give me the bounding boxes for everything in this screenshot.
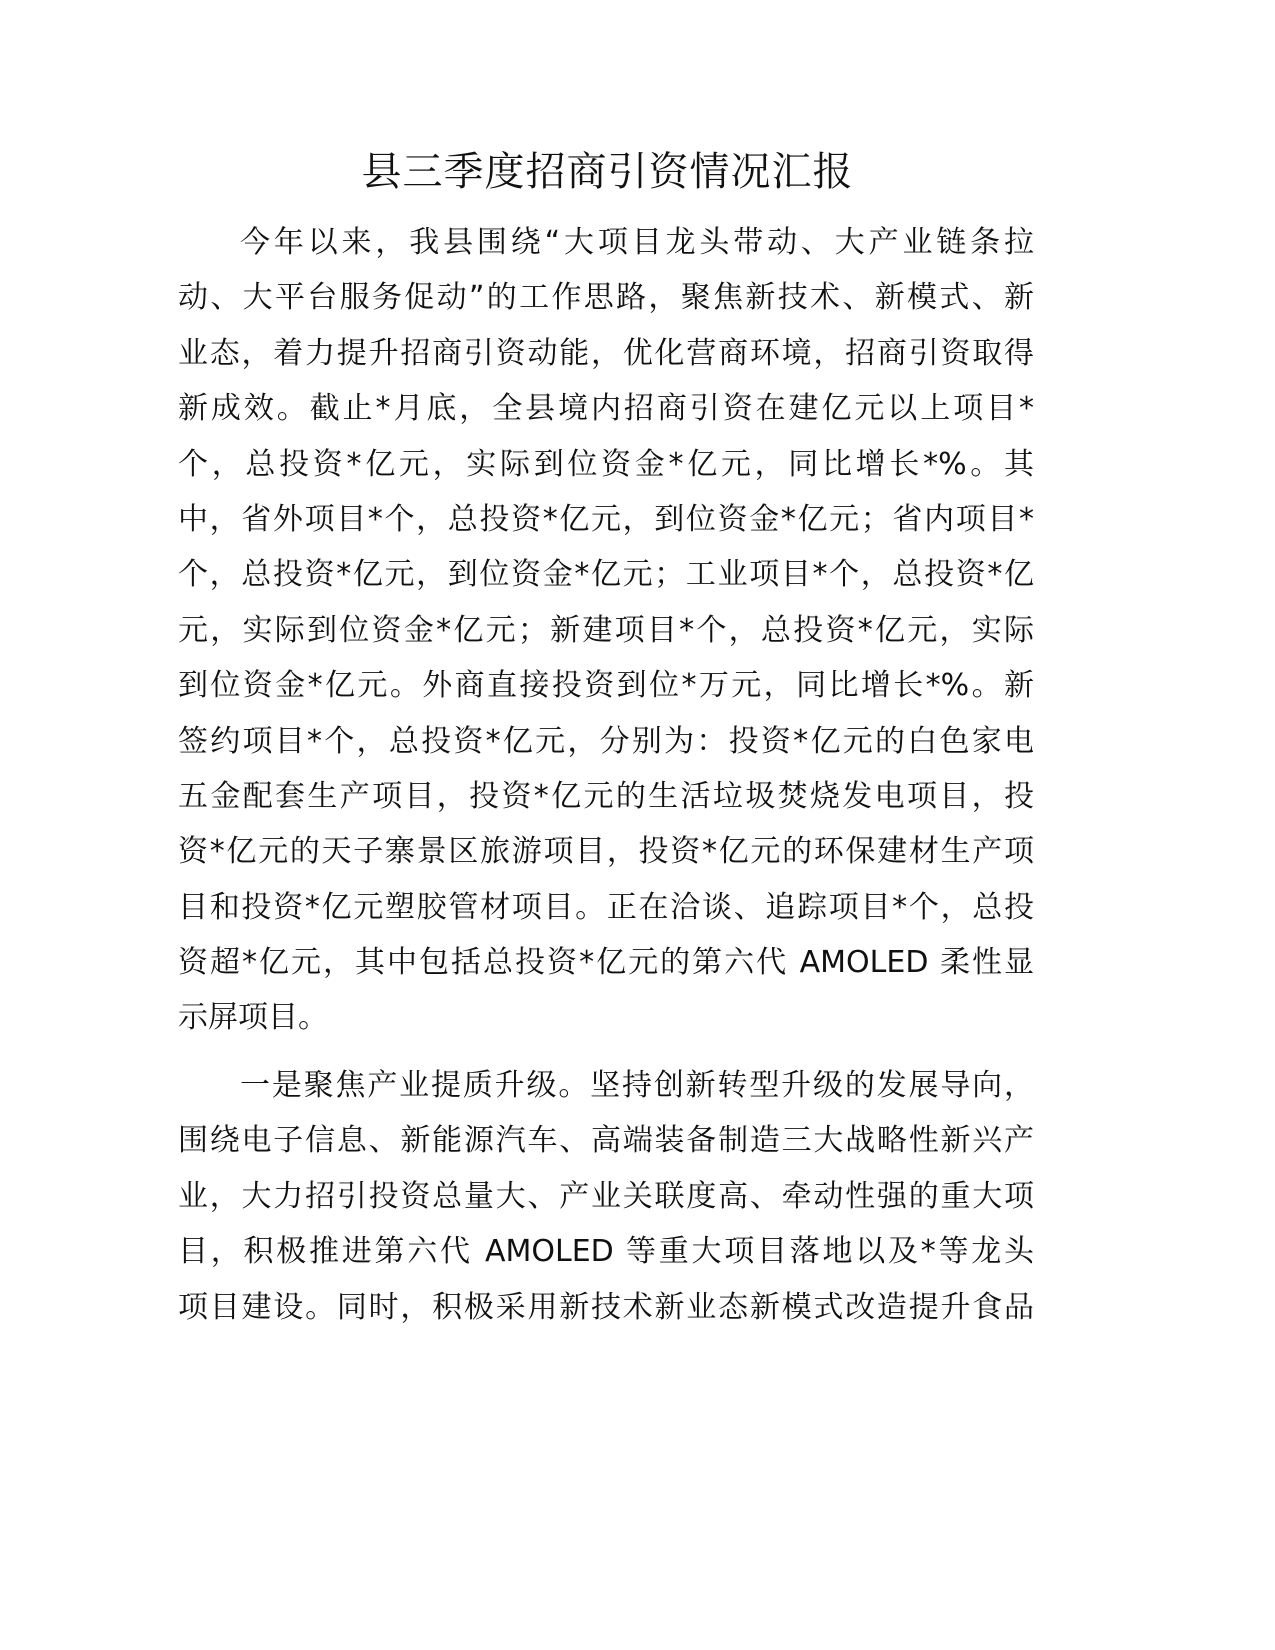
text-line: 目和投资*亿元塑胶管材项目。正在洽谈、追踪项目*个，总投 bbox=[178, 889, 1034, 925]
text-line: 项目建设。同时，积极采用新技术新业态新模式改造提升食品 bbox=[178, 1289, 1034, 1325]
text-line: 元，实际到位资金*亿元；新建项目*个，总投资*亿元，实际 bbox=[178, 612, 1034, 648]
paragraph-overview bbox=[178, 215, 1034, 1046]
paragraph-industry-upgrade bbox=[178, 1058, 1034, 1335]
text-line: 到位资金*亿元。外商直接投资到位*万元，同比增长*%。新 bbox=[178, 668, 1034, 704]
text-line: 新成效。截止*月底，全县境内招商引资在建亿元以上项目* bbox=[178, 391, 1034, 427]
text-line: 业态，着力提升招商引资动能，优化营商环境，招商引资取得 bbox=[178, 335, 1034, 371]
text-line: 签约项目*个，总投资*亿元，分别为：投资*亿元的白色家电 bbox=[178, 723, 1034, 759]
text-line: 个，总投资*亿元，实际到位资金*亿元，同比增长*%。其 bbox=[178, 446, 1034, 482]
text-line: 个，总投资*亿元，到位资金*亿元；工业项目*个，总投资*亿 bbox=[178, 557, 1034, 593]
text-line: 一是聚焦产业提质升级。坚持创新转型升级的发展导向， bbox=[240, 1068, 1034, 1103]
text-line: 今年以来，我县围绕“大项目龙头带动、大产业链条拉 bbox=[240, 225, 1034, 260]
text-line: 业，大力招引投资总量大、产业关联度高、牵动性强的重大项 bbox=[178, 1178, 1034, 1214]
text-line: 五金配套生产项目，投资*亿元的生活垃圾焚烧发电项目，投 bbox=[178, 778, 1034, 814]
text-line: 动、大平台服务促动”的工作思路，聚焦新技术、新模式、新 bbox=[178, 280, 1034, 316]
text-line: 资超*亿元，其中包括总投资*亿元的第六代 AMOLED 柔性显 bbox=[178, 945, 1034, 981]
text-line: 目，积极推进第六代 AMOLED 等重大项目落地以及*等龙头 bbox=[178, 1234, 1034, 1270]
text-line: 示屏项目。 bbox=[178, 1000, 328, 1036]
text-line: 中，省外项目*个，总投资*亿元，到位资金*亿元；省内项目* bbox=[178, 501, 1034, 537]
text-line: 资*亿元的天子寨景区旅游项目，投资*亿元的环保建材生产项 bbox=[178, 834, 1034, 870]
text-line: 围绕电子信息、新能源汽车、高端装备制造三大战略性新兴产 bbox=[178, 1123, 1034, 1159]
document-title: 县三季度招商引资情况汇报 bbox=[361, 149, 854, 195]
